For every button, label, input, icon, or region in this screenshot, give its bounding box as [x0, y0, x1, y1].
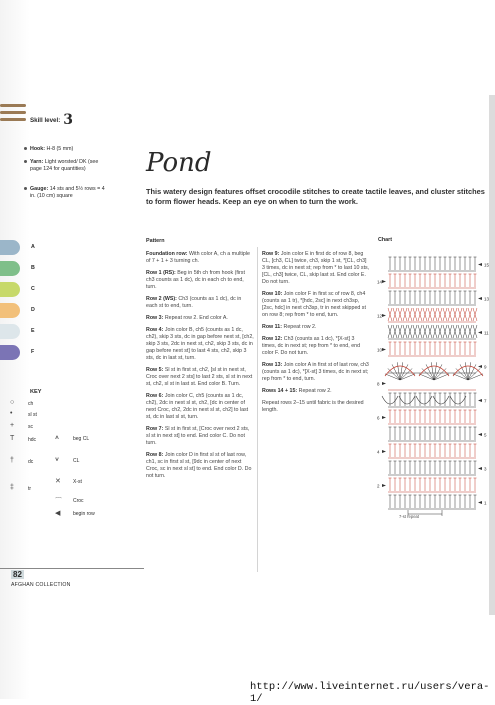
skill-label: Skill level: — [30, 117, 61, 124]
begin-row-icon — [382, 484, 386, 487]
pattern-row — [146, 315, 254, 322]
chart-mark — [422, 368, 434, 380]
chart-mark — [385, 366, 415, 376]
gauge-spec — [30, 186, 110, 199]
skill-number: 3 — [63, 112, 74, 128]
row-lead: Foundation row: — [146, 251, 189, 257]
row-text: Join color A in first st of last row, ch3 (counts as 1 dc), *[X-st] 3 times, dc in next st; rep from * to end, turn. — [262, 361, 369, 382]
color-swatch-b — [0, 261, 20, 276]
key-label: dc — [28, 459, 34, 465]
pattern-row — [262, 336, 370, 357]
page-title: Pond — [146, 148, 212, 178]
hdc-icon: T — [10, 435, 15, 442]
bullet-icon — [24, 147, 27, 150]
tr-icon: ‡ — [10, 484, 14, 491]
pattern-row — [262, 400, 370, 414]
begin-row-icon — [382, 416, 386, 419]
begin-row-icon — [478, 433, 482, 436]
pattern-heading: Pattern — [146, 238, 165, 244]
row-text: Join color C, ch5 (counts as 1 dc, ch2), 2dc in next sl st, ch2, [dc in center of next Croc, ch2, 2dc in next sl st, ch2] to last st, dc in last sl st, turn. — [146, 393, 249, 420]
page-number: 82 — [13, 570, 22, 579]
row-lead: Rows 14 + 15: — [262, 387, 299, 394]
chart-mark — [419, 374, 434, 380]
hook-value: H-8 (5 mm) — [46, 146, 74, 152]
chart-mark — [468, 374, 483, 380]
repeat-label: 7-st repeat — [399, 514, 420, 519]
chart-mark — [468, 368, 480, 380]
row-number: 10 — [377, 347, 383, 353]
key-label: ch — [28, 401, 34, 407]
key-label: Croc — [73, 498, 84, 504]
dc-icon: † — [10, 457, 14, 464]
chart-mark — [400, 368, 412, 380]
row-number: 4 — [377, 449, 380, 455]
beg-cl-icon: ⩚ — [55, 434, 59, 441]
chart-mark — [385, 374, 400, 380]
row-number: 11 — [484, 330, 489, 336]
chart-mark — [433, 396, 449, 404]
row-lead: Row 5: — [146, 367, 165, 374]
chart-mark — [453, 366, 483, 376]
color-swatch-f — [0, 345, 20, 360]
chart-mark — [416, 396, 432, 404]
begin-row-icon — [478, 263, 482, 266]
hook-label: Hook: — [30, 146, 46, 152]
row-number: 8 — [377, 381, 380, 387]
pattern-row — [146, 426, 254, 447]
yarn-spec — [30, 159, 110, 172]
swatch-label: F — [31, 349, 35, 355]
pattern-column-2 — [262, 251, 370, 419]
crochet-chart — [376, 248, 492, 520]
row-text: Repeat row 2. — [298, 387, 332, 394]
row-lead: Row 3: — [146, 315, 165, 322]
row-number: 2 — [377, 483, 380, 489]
begin-row-icon — [478, 331, 482, 334]
row-number: 12 — [377, 313, 383, 319]
chart-mark — [450, 396, 466, 404]
key-label: begin row — [73, 511, 95, 517]
ch-icon: ○ — [10, 399, 15, 406]
begin-row-icon — [478, 399, 482, 402]
row-number: 9 — [484, 364, 487, 370]
pattern-row — [262, 362, 370, 383]
x-st-icon: ✕ — [55, 478, 61, 485]
pattern-row — [146, 393, 254, 421]
row-text: Join color E in first dc of row 8, beg CL, [ch3, CL] twice, ch3, skip 1 st, *[CL, ch3] 3 times, dc in next st; rep from * to last 10 sts, [CL, ch3] twice, CL, skip last st. End color E. Do not turn. — [262, 251, 370, 285]
pattern-row — [262, 324, 370, 331]
pattern-row — [146, 452, 254, 480]
pattern-row — [146, 251, 254, 265]
begin-row-icon — [382, 348, 386, 351]
pattern-row — [262, 388, 370, 395]
row-number: 3 — [484, 466, 487, 472]
skill-level — [30, 112, 73, 128]
color-swatch-e — [0, 324, 20, 339]
key-label: beg CL — [73, 436, 90, 442]
pattern-row — [146, 270, 254, 291]
sc-icon: + — [10, 422, 15, 429]
chart-mark — [434, 374, 449, 380]
begin-row-icon — [382, 280, 386, 283]
yarn-label: Yarn: — [30, 159, 44, 165]
begin-row-icon — [478, 467, 482, 470]
row-text: Repeat row 2. End color A. — [164, 315, 228, 322]
row-lead: Row 9: — [262, 251, 281, 257]
key-label: tr — [28, 486, 32, 492]
row-text: Join color F in first sc of row 8, ch4 (counts as 1 tr), *[hdc, 2sc] in next ch3sp, [2sc, hdc] in next ch3sp, tr in next skipped st on row 8; rep from * to end, turn. — [262, 290, 366, 318]
row-number: 5 — [484, 432, 487, 438]
row-lead: Row 4: — [146, 327, 165, 334]
begin-row-icon — [382, 382, 386, 385]
begin-row-icon — [478, 297, 482, 300]
pattern-column-1 — [146, 251, 254, 485]
begin-row-icon — [478, 365, 482, 368]
begin-row-icon: ◀ — [55, 510, 61, 517]
chart-heading: Chart — [378, 237, 393, 243]
collection-title: AFGHAN COLLECTION — [11, 582, 71, 588]
chart-mark — [434, 368, 446, 380]
bullet-icon — [24, 160, 27, 163]
row-number: 6 — [377, 415, 380, 421]
begin-row-icon — [382, 314, 386, 317]
key-label: X-st — [73, 479, 82, 485]
begin-row-icon — [478, 501, 482, 504]
row-lead: Row 6: — [146, 393, 165, 400]
sl-st-icon: • — [10, 410, 13, 417]
key-label: sc — [28, 424, 33, 430]
row-text: Repeat rows 2–15 until fabric is the desired length. — [262, 400, 364, 414]
pattern-row — [146, 367, 254, 388]
cl-icon: ⩛ — [55, 456, 59, 463]
row-lead: Row 13: — [262, 361, 284, 368]
row-lead: Row 2 (WS): — [146, 296, 179, 303]
footer-rule — [0, 568, 144, 569]
pattern-row — [262, 291, 370, 319]
croc-icon: ⌒ — [55, 498, 62, 505]
row-text: Beg in 5th ch from hook (first ch3 counts as 1 dc), dc in each ch to end, turn. — [146, 270, 245, 290]
color-swatch-d — [0, 303, 20, 318]
row-text: Repeat row 2. — [283, 323, 317, 330]
hook-icon — [0, 104, 26, 125]
row-text: With color A, ch a multiple of 7 + 1 + 3 turning ch. — [146, 251, 250, 264]
row-lead: Row 12: — [262, 335, 284, 342]
gauge-value: 14 sts and 5½ rows = 4 in. (10 cm) square — [30, 186, 105, 199]
color-swatch-a — [0, 240, 20, 255]
row-number: 13 — [484, 296, 490, 302]
row-number: 14 — [377, 279, 383, 285]
color-swatch-c — [0, 282, 20, 297]
yarn-value: Light worsted/ DK (see page 124 for quantities) — [30, 159, 99, 172]
swatch-label: E — [31, 328, 35, 334]
chart-mark — [399, 396, 415, 404]
row-lead: Row 11: — [262, 323, 284, 330]
pattern-row — [146, 296, 254, 310]
row-text: Join color D in first sl st of last row, ch1, sc in first sl st, [9dc in center of next Croc, sc in next sl st] to end. End color D. Do not turn. — [146, 452, 252, 479]
row-number: 15 — [484, 262, 490, 268]
row-text: Ch3 (counts as 1 dc), dc in each st to end, turn. — [146, 296, 242, 310]
hook-spec — [30, 146, 110, 153]
swatch-label: C — [31, 286, 35, 292]
swatch-label: A — [31, 244, 35, 250]
key-label: hdc — [28, 437, 37, 443]
row-text: Sl st in first st, ch2, [sl st in next st, Croc over next 2 sts] to last 2 sts, sl st in next st, ch2, sl st in last st. End color B. Turn. — [146, 367, 253, 388]
row-text: Ch3 (counts as 1 dc), *[X-st] 3 times, dc in next st; rep from * to end, end color F. Do not turn. — [262, 335, 361, 356]
row-number: 7 — [484, 398, 487, 404]
row-text: Join color B, ch5 (counts as 1 dc, ch2), skip 3 sts, dc in gap before next st, [ch2, skip 3 sts, 2dc in next st, ch2, skip 3 sts, dc in gap before next st] to last 4 sts, ch2, skip 3 sts, dc in last st, turn. — [146, 327, 254, 362]
gauge-label: Gauge: — [30, 186, 49, 192]
chart-mark — [419, 366, 449, 376]
intro-text: This watery design features offset crocodile stitches to create tactile leaves, and cluster stitches to form flower heads. Keep an eye on when to turn the work. — [146, 187, 485, 206]
swatch-label: D — [31, 307, 35, 313]
pattern-row — [146, 327, 254, 362]
chart-mark — [400, 374, 415, 380]
row-lead: Row 8: — [146, 452, 165, 459]
key-label: sl st — [28, 412, 37, 418]
row-lead: Row 7: — [146, 426, 165, 433]
key-title: KEY — [30, 389, 42, 395]
column-divider — [257, 247, 258, 572]
row-text: Sl st in first st, [Croc over next 2 sts, sl st in next st] to end. End color C. Do not turn. — [146, 426, 250, 447]
chart-mark — [456, 368, 468, 380]
begin-row-icon — [382, 450, 386, 453]
row-lead: Row 10: — [262, 290, 284, 297]
row-number: 1 — [484, 500, 487, 506]
pattern-row — [262, 251, 370, 286]
swatch-label: B — [31, 265, 35, 271]
row-lead: Row 1 (RS): — [146, 270, 178, 277]
chart-mark — [453, 374, 468, 380]
source-url: http://www.liveinternet.ru/users/vera-1/ — [250, 681, 490, 705]
chart-mark — [388, 368, 400, 380]
bullet-icon — [24, 187, 27, 190]
key-label: CL — [73, 458, 80, 464]
